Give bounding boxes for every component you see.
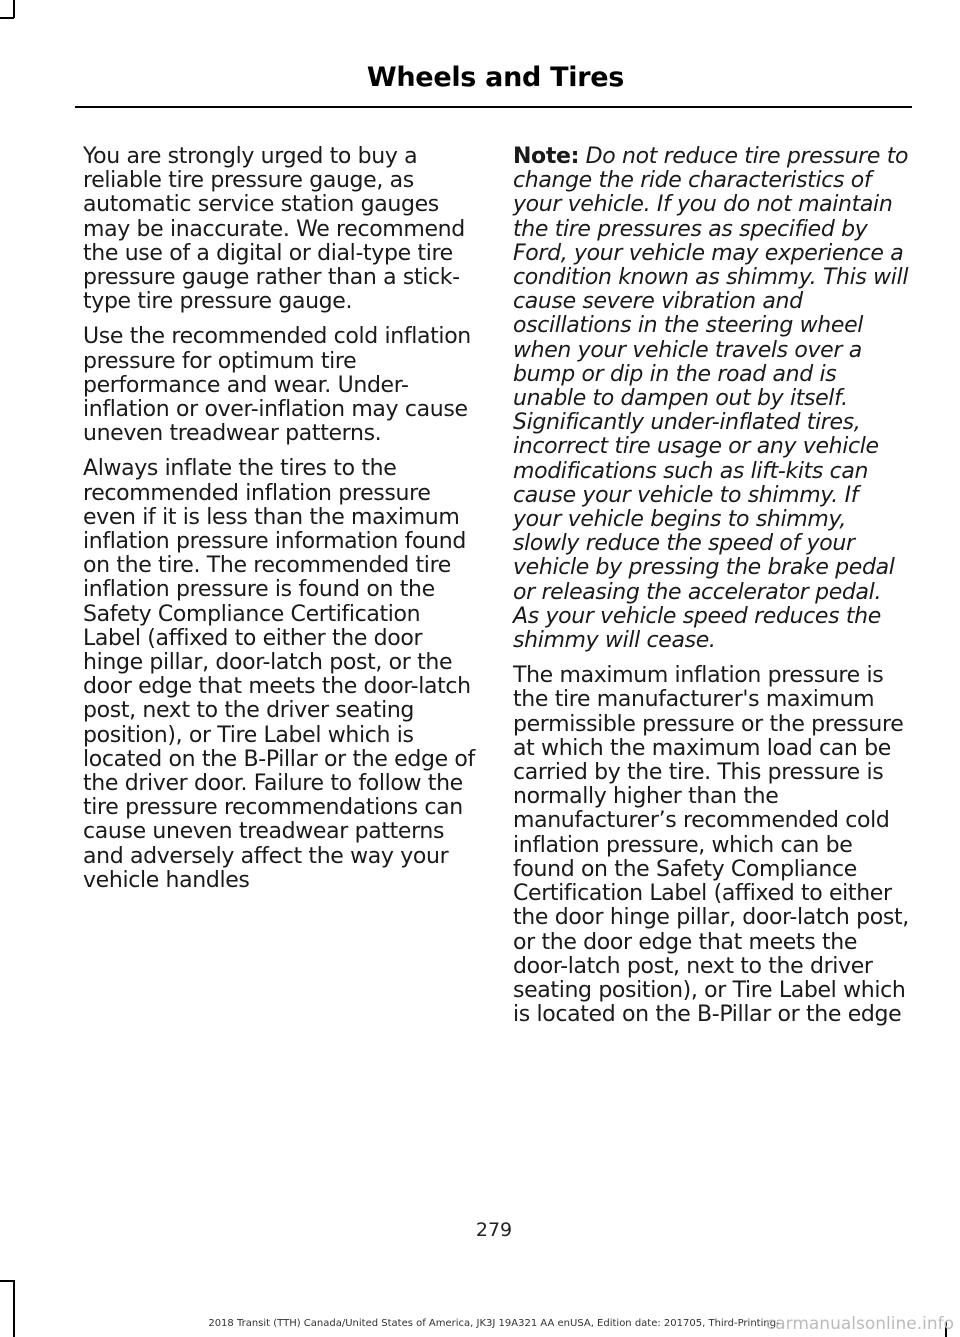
paragraph-maximum-pressure: The maximum inflation pressure is the tire manufacturer's maximum permissible pressure or the pressure at which the maximum load can be carried by the tire. This pressure is normally higher than the manufacturer’s recommended cold inflation pressure, which can be found on the Safety Compliance Certification Label (affixed to either the door hinge pillar, door-latch post, or the door edge that meets the door-latch post, next to the driver seating position), or Tire Label which is located on the B-Pillar or the edge	[513, 663, 909, 1028]
note-text: Do not reduce tire pressure to change the ride characteristics of your vehicle. If you do not maintain the tire pressures as specified by Ford, your vehicle may experience a condition known as shimmy. This will cause severe vibration and oscillations in the steering wheel when your vehicle travels over a bump or dip in the road and is unable to dampen out by itself. Significantly under-inflated tires, incorrect tire usage or any vehicle modifications such as lift-kits can cause your vehicle to shimmy. If your vehicle begins to shimmy, slowly reduce the speed of your vehicle by pressing the brake pedal or releasing the accelerator pedal. As your vehicle speed reduces the shimmy will cease.	[513, 144, 909, 654]
page-number: 279	[475, 1219, 513, 1241]
crop-mark-top-left-vertical	[13, 0, 15, 18]
note-label: Note:	[513, 144, 580, 169]
watermark: carmanualsonline.info	[765, 1314, 954, 1334]
right-column	[513, 145, 911, 1038]
header-divider	[75, 106, 912, 108]
paragraph-gauge-advice: You are strongly urged to buy a reliable tire pressure gauge, as automatic service station gauges may be inaccurate. We recommend the use of a digital or dial-type tire pressure gauge rather than a stick-type tire pressure gauge.	[83, 144, 465, 315]
note-paragraph	[513, 145, 911, 653]
edition-footer: 2018 Transit (TTH) Canada/United States of America, JK3J 19A321 AA enUSA, Edition date: 201705, Third-Printing-	[208, 1318, 780, 1329]
paragraph-inflate-recommended: Always inflate the tires to the recommended inflation pressure even if it is less than the maximum inflation pressure information found on the tire. The recommended tire inflation pressure is found on the Safety Compliance Certification Label (affixed to either the door hinge pillar, door-latch post, or the door edge that meets the door-latch post, next to the driver seating position), or Tire Label which is located on the B-Pillar or the edge of the driver door. Failure to follow the tire pressure recommendations can cause uneven treadwear patterns and adversely affect the way your vehicle handles	[83, 456, 475, 893]
crop-mark-top-left-horizontal	[0, 17, 14, 19]
page-title: Wheels and Tires	[366, 62, 624, 93]
left-column	[83, 145, 478, 904]
paragraph-cold-inflation: Use the recommended cold inflation pressure for optimum tire performance and wear. Under-inflation or over-inflation may cause uneven treadwear patterns.	[83, 324, 471, 447]
crop-mark-bottom-left-horizontal	[0, 1280, 14, 1282]
